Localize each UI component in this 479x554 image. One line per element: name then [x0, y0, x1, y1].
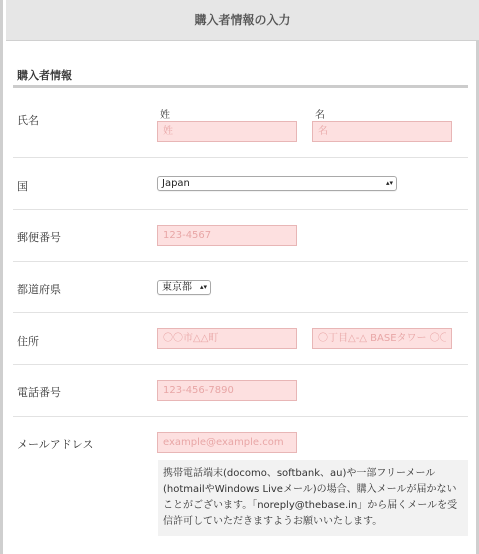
name-label: 氏名	[17, 114, 39, 127]
first-name-input[interactable]	[312, 121, 452, 142]
first-name-label: 名	[315, 110, 325, 121]
email-notice	[158, 460, 468, 536]
section-divider	[13, 85, 468, 88]
last-name-label: 姓	[160, 110, 170, 121]
row-divider	[13, 261, 468, 262]
address-street-input[interactable]	[312, 328, 452, 349]
country-label: 国	[17, 180, 28, 193]
updown-arrow-icon: ▴▾	[385, 179, 393, 187]
prefecture-select[interactable]	[157, 280, 211, 295]
row-divider	[13, 416, 468, 417]
country-select[interactable]	[157, 176, 397, 191]
postal-code-input[interactable]	[157, 225, 297, 246]
row-divider	[13, 312, 468, 313]
row-divider	[13, 209, 468, 210]
section-title: 購入者情報	[17, 69, 72, 82]
postal-code-label: 郵便番号	[17, 231, 61, 244]
country-select-value: Japan	[162, 178, 190, 189]
phone-label: 電話番号	[17, 386, 61, 399]
prefecture-select-value: 東京都	[162, 282, 192, 293]
email-input[interactable]	[157, 432, 297, 453]
address-city-input[interactable]	[157, 328, 297, 349]
email-label: メールアドレス	[17, 438, 94, 451]
email-notice-text: 携帯電話端末(docomo、softbank、au)や一部フリーメール(hotmailやWindows Liveメール)の場合、購入メールが届かないことがございます。「noreply@thebase.in」から届くメールを受信許可していただきますようお願いいたします。	[163, 468, 458, 527]
address-label: 住所	[17, 335, 39, 348]
phone-input[interactable]	[157, 380, 297, 401]
last-name-input[interactable]	[157, 121, 297, 142]
page-title: 購入者情報の入力	[6, 0, 479, 41]
row-divider	[13, 157, 468, 158]
row-divider	[13, 364, 468, 365]
updown-arrow-icon: ▴▾	[199, 283, 207, 291]
prefecture-label: 都道府県	[17, 283, 61, 296]
